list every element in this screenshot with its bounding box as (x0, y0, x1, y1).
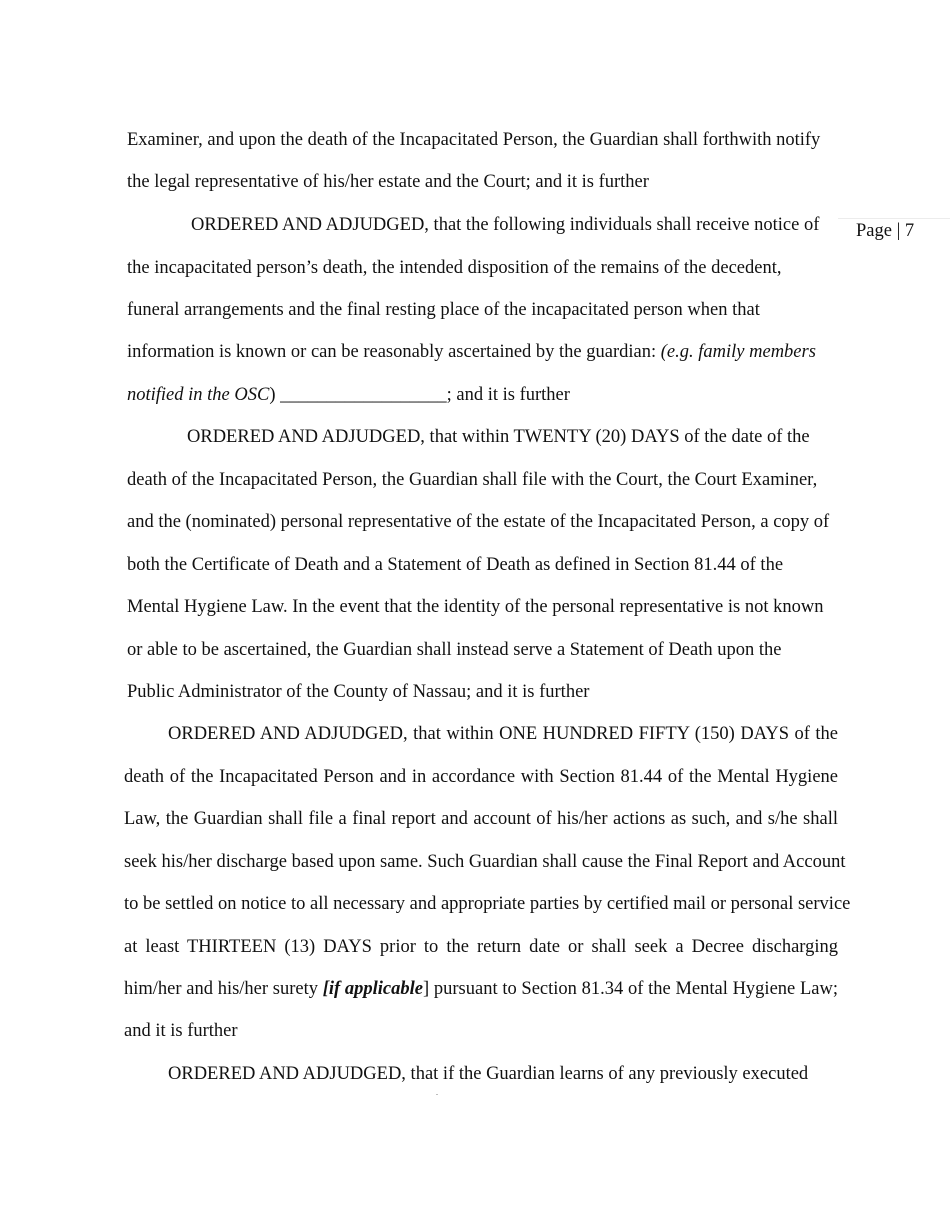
paragraph-3-line-4: both the Certificate of Death and a Statement of Death as defined in Section 81.44 of the (127, 555, 784, 575)
paragraph-1-line-2: the legal representative of his/her estate and the Court; and it is further (127, 172, 649, 192)
paragraph-3-line-7: Public Administrator of the County of Nassau; and it is further (127, 682, 590, 702)
paragraph-3-line-2: death of the Incapacitated Person, the Guardian shall file with the Court, the Court Examiner, (127, 470, 818, 490)
paragraph-4-line-2: death of the Incapacitated Person and in accordance with Section 81.44 of the Mental Hygiene (124, 767, 838, 787)
paragraph-2-line-1: ORDERED AND ADJUDGED, that the following individuals shall receive notice of (191, 215, 820, 235)
paragraph-4-line-3: Law, the Guardian shall file a final report and account of his/her actions as such, and s/he shall (124, 809, 838, 829)
paragraph-4-line-7-a: him/her and his/her surety (124, 979, 323, 999)
paragraph-5-line-1: ORDERED AND ADJUDGED, that if the Guardian learns of any previously executed (168, 1064, 809, 1084)
paragraph-4-line-4: seek his/her discharge based upon same. Such Guardian shall cause the Final Report and Account (124, 852, 846, 872)
paragraph-2-line-4 (127, 340, 838, 364)
paragraph-4-line-1: ORDERED AND ADJUDGED, that within ONE HUNDRED FIFTY (150) DAYS of the (168, 724, 838, 744)
paragraph-4-line-7-b: ] pursuant to Section 81.34 of the Mental Hygiene Law; (423, 979, 838, 999)
paragraph-3-line-5: Mental Hygiene Law. In the event that the identity of the personal representative is not known (127, 597, 824, 617)
paragraph-4-line-8: and it is further (124, 1021, 238, 1041)
paragraph-2-line-5 (127, 383, 838, 407)
paragraph-3-line-3: and the (nominated) personal representative of the estate of the Incapacitated Person, a copy of (127, 512, 830, 532)
paragraph-1-line-1: Examiner, and upon the death of the Incapacitated Person, the Guardian shall forthwith notify (127, 130, 821, 150)
paragraph-2-line-3: funeral arrangements and the final resting place of the incapacitated person when that (127, 300, 760, 320)
paragraph-2-line-5-italic: notified in the OSC (127, 385, 270, 405)
paragraph-2-line-4-italic: (e.g. family members (660, 342, 816, 362)
paragraph-2-line-4-text: information is known or can be reasonably ascertained by the guardian: (127, 342, 661, 362)
paragraph-4-line-7 (124, 977, 838, 1001)
paragraph-4-line-6: at least THIRTEEN (13) DAYS prior to the return date or shall seek a Decree discharging (124, 937, 838, 957)
paragraph-4-line-5: to be settled on notice to all necessary and appropriate parties by certified mail or personal service (124, 894, 851, 914)
paragraph-4-line-7-bold-italic: [if applicable (322, 979, 423, 999)
paragraph-2-line-5-rest: ) __________________; and it is further (269, 385, 570, 405)
paragraph-3-line-1: ORDERED AND ADJUDGED, that within TWENTY (20) DAYS of the date of the (187, 427, 810, 447)
paragraph-2-line-2: the incapacitated person’s death, the intended disposition of the remains of the decedent, (127, 258, 782, 278)
page-number-label: Page | 7 (856, 221, 915, 241)
paragraph-3-line-6: or able to be ascertained, the Guardian shall instead serve a Statement of Death upon the (127, 640, 782, 660)
scan-speck (436, 1094, 438, 1095)
